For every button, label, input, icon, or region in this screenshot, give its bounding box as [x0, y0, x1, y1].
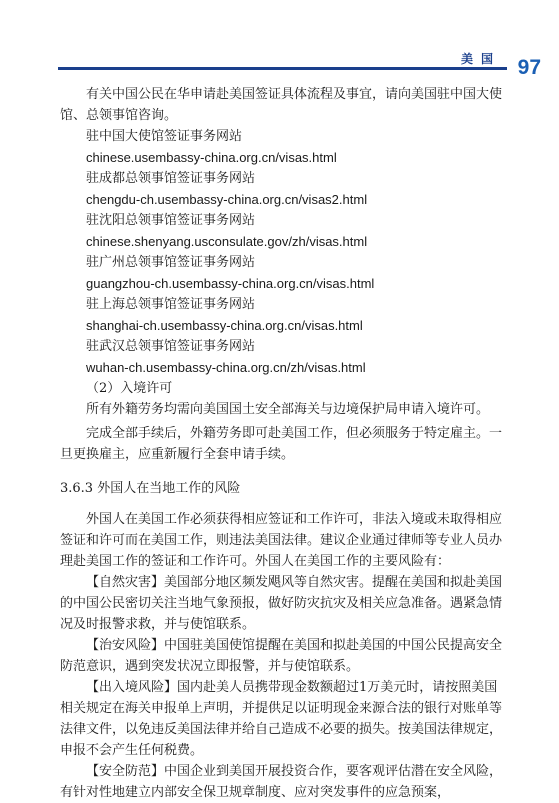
visa-site-name: 驻广州总领事馆签证事务网站	[86, 255, 256, 270]
visa-site-url: chinese.shenyang.usconsulate.gov/zh/visas.html	[86, 234, 368, 249]
visa-site-name: 驻沈阳总领事馆签证事务网站	[86, 213, 256, 228]
risk-paragraph-security-precautions: 【安全防范】中国企业到美国开展投资合作，要客观评估潜在安全风险，有针对性地建立内部安全保卫规章制度、应对突发事件的应急预案，	[60, 764, 503, 800]
visa-site-url: chinese.usembassy-china.org.cn/visas.html	[86, 150, 337, 165]
visa-site-url: wuhan-ch.usembassy-china.org.cn/zh/visas.html	[86, 360, 366, 375]
visa-site-list	[60, 126, 510, 378]
risk-paragraph-border-crossing: 【出入境风险】国内赴美人员携带现金数额超过1万美元时，请按照美国相关规定在海关申报单上声明，并提供足以证明现金来源合法的银行对账单等法律文件，以免违反美国法律并给自己造成不必要的损失。按美国法律规定，申报不会产生任何税费。	[60, 680, 503, 758]
page-number: 97	[517, 56, 541, 79]
visa-site-url: shanghai-ch.usembassy-china.org.cn/visas.html	[86, 318, 363, 333]
visa-site-name: 驻中国大使馆签证事务网站	[86, 129, 243, 144]
completion-paragraph: 完成全部手续后，外籍劳务即可赴美国工作，但必须服务于特定雇主。一旦更换雇主，应重新履行全套申请手续。	[60, 426, 503, 462]
risk-intro-paragraph: 外国人在美国工作必须获得相应签证和工作许可，非法入境或未取得相应签证和许可而在美国工作，则违法美国法律。建议企业通过律师等专业人员办理赴美国工作的签证和工作许可。外国人在美国工作的主要风险有：	[60, 512, 503, 569]
subheading-entry-permit: （2）入境许可	[86, 381, 173, 396]
visa-site-url: guangzhou-ch.usembassy-china.org.cn/visas.html	[86, 276, 375, 291]
intro-paragraph: 有关中国公民在华申请赴美国签证具体流程及事宜，请向美国驻中国大使馆、总领事馆咨询。	[60, 87, 503, 123]
visa-site-name: 驻上海总领事馆签证事务网站	[86, 297, 256, 312]
entry-permit-paragraph: 所有外籍劳务均需向美国国土安全部海关与边境保护局申请入境许可。	[86, 402, 490, 417]
risk-paragraph-natural-disaster: 【自然灾害】美国部分地区频发飓风等自然灾害。提醒在美国和拟赴美国的中国公民密切关注当地气象预报，做好防灾抗灾及相关应急准备。遇紧急情况及时报警求救，并与使馆联系。	[60, 575, 503, 632]
header-country-label: 美国	[460, 52, 501, 66]
risk-paragraph-public-security: 【治安风险】中国驻美国使馆提醒在美国和拟赴美国的中国公民提高安全防范意识，遇到突发状况立即报警，并与使馆联系。	[60, 638, 503, 674]
page-body	[60, 84, 510, 803]
visa-site-name: 驻成都总领事馆签证事务网站	[86, 171, 256, 186]
visa-site-url: chengdu-ch.usembassy-china.org.cn/visas2.html	[86, 192, 368, 207]
header-rule	[58, 67, 507, 70]
visa-site-name: 驻武汉总领事馆签证事务网站	[86, 339, 256, 354]
section-heading: 3.6.3 外国人在当地工作的风险	[60, 481, 241, 496]
